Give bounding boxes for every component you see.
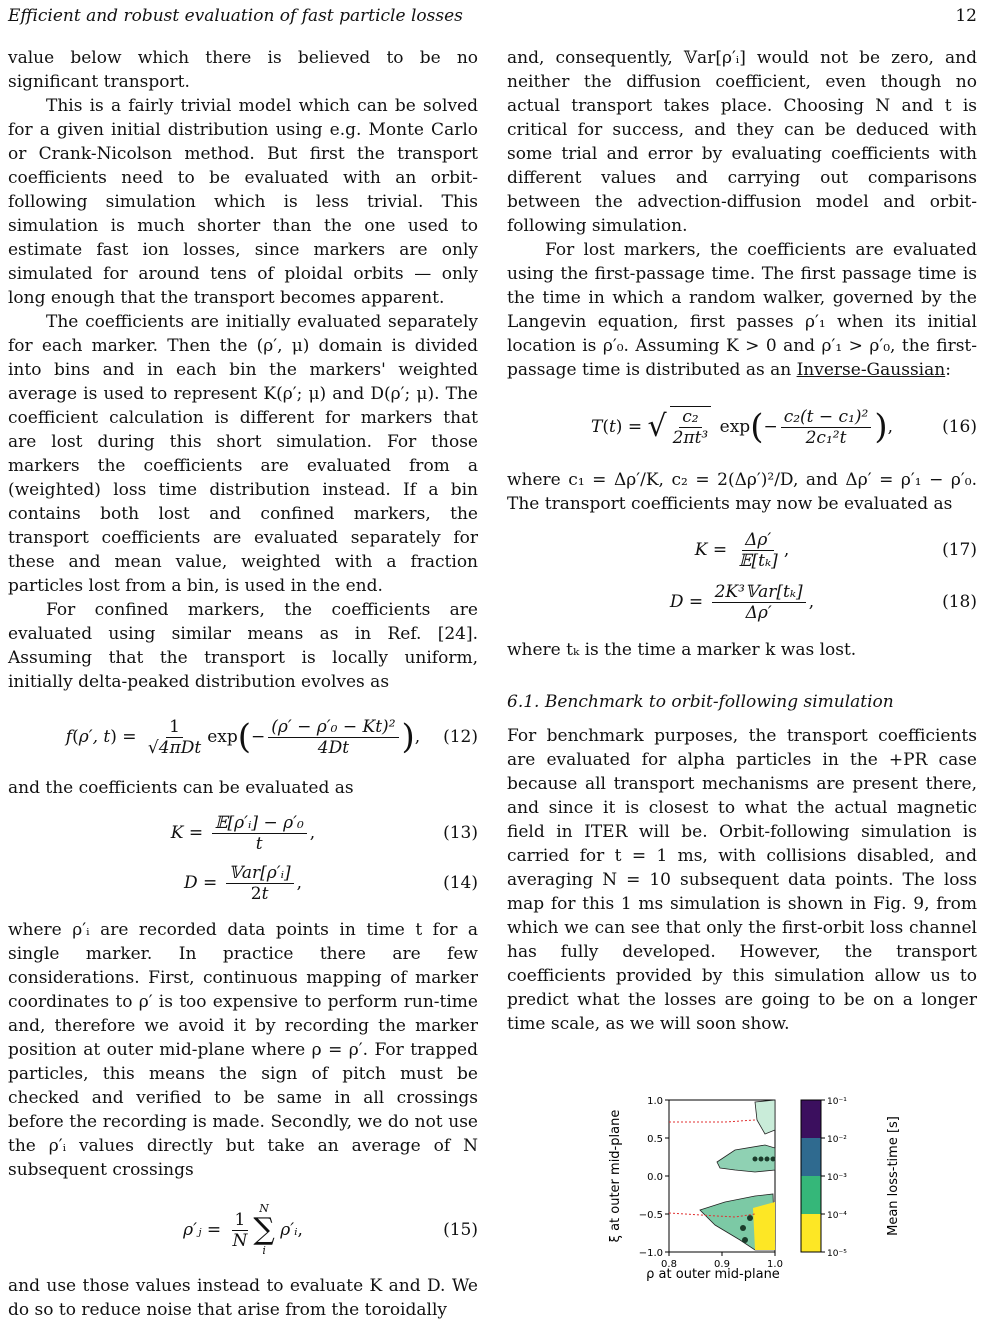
colorbar-segment [801,1176,821,1214]
inverse-gaussian-link[interactable]: Inverse-Gaussian [796,360,946,380]
colorbar-tick-label: 10⁻¹ [827,1097,847,1107]
x-tick-label: 0.8 [661,1259,677,1270]
y-tick-label: −1.0 [638,1248,663,1259]
left-paragraph-3: The coefficients are initially evaluated separately for each marker. Then the (ρ′, μ) domain is divided into bins and in each bin the markers' weighted average is used to represent K(ρ′; μ) and D(ρ′; μ). The coefficient calculation is different for markers that are lost during this short simulation. For those markers the coefficients are evaluated from a (weighted) loss time distribution instead. If a bin contains both lost and confined markers, the transport coefficients are evaluated separately for these and mean value, weighted with a fraction particles lost from a bin, is used in the end. [8,312,478,596]
running-title: Efficient and robust evaluation of fast particle losses [8,6,463,26]
right-paragraph-2-text: For lost markers, the coefficients are evaluated using the first-passage time. The first passage time is the time in which a random walker, governed by the Langevin equation, first passes ρ′₁ when its initial location is ρ′₀. Assuming K > 0 and ρ′₁ > ρ′₀, the first-passage time is distributed as an [507,240,977,380]
left-paragraph-5: and the coefficients can be evaluated as [8,778,354,798]
colorbar [801,1097,847,1259]
equation-18: D = $\frac{\text{2K³𝕍ar[tₖ]}}{\Delta\rho'}$ , (18) [669,581,977,623]
colorbar-segment [801,1138,821,1176]
right-paragraph-2-end: : [945,360,951,380]
colorbar-tick-label: 10⁻⁴ [827,1211,847,1221]
left-paragraph-6: where ρ′ᵢ are recorded data points in time t for a single marker. In practice there are few considerations. First, continuous mapping of marker coordinates to ρ′ is too expensive to perform run-time and, therefore we avoid it by recording the marker position at outer mid-plane where ρ = ρ′. For trapped particles, this means the sign of pitch must be checked and verified to be same in all crossings before the recording is made. Secondly, we do not use the ρ′ᵢ values directly but take an average of N subsequent crossings [8,920,478,1180]
left-paragraph-7: and use those values instead to evaluate K and D. We do so to reduce noise that arise from the toroidally [8,1276,478,1320]
right-paragraph-4: where tₖ is the time a marker k was lost. [507,640,857,660]
y-tick-label: −0.5 [638,1210,663,1221]
colorbar-segment [801,1214,821,1252]
colorbar-label: Mean loss-time [s] [886,1116,901,1236]
y-axis-ticks [639,1096,669,1259]
loss-time-figure [605,1090,915,1295]
equation-number: (17) [942,540,977,560]
right-paragraph-5: For benchmark purposes, the transport coefficients are evaluated for alpha particles in the +PR case because all transport mechanisms are present there, and since it is closest to what the actual magnetic field in ITER will be. Orbit-following simulation is carried for t = 1 ms, with collisions disabled, and averaging N = 10 subsequent data points. The loss map for this 1 ms simulation is shown in Fig. 9, from which we can see that only the first-orbit loss channel has fully developed. However, the transport coefficients provided by this simulation allow us to predict what the losses are going to be on a longer time scale, as we will soon show. [507,726,977,1034]
equation-number: (12) [443,727,478,747]
equation-13: K = $\frac{\text{𝔼[ρ′ᵢ] − ρ′₀}}{t}$ , (13) [170,812,478,854]
x-tick-label: 0.9 [714,1259,730,1270]
y-tick-label: 0.0 [647,1172,663,1183]
right-column [507,46,977,1036]
x-tick-label: 1.0 [767,1259,783,1270]
equation-15: ρ′ⱼ = $\frac{1}{N}$ N ∑ i ρ′ᵢ , (15) [183,1202,478,1257]
colorbar-tick-label: 10⁻⁵ [827,1249,847,1259]
equation-12: f ( ρ′, t ) = $\frac{1}{\text{√4πDt}}$ exp ( − $\frac{\text{(ρ′ − ρ′₀ − Kt)²}}{4Dt}$ ) , (12) [65,716,478,758]
subsection-heading: 6.1. Benchmark to orbit-following simulation [507,692,894,712]
loss-region-fast [753,1202,775,1250]
left-paragraph-4: For confined markers, the coefficients are evaluated using similar means as in Ref. [24]. Assuming that the transport is locally uniform, initially delta-peaked distribution evolves as [8,600,478,692]
left-column [8,46,478,1322]
colorbar-segment [801,1100,821,1138]
loss-time-chart [605,1090,915,1295]
left-paragraph-1: value below which there is believed to be no significant transport. [8,48,478,92]
colorbar-tick-label: 10⁻³ [827,1173,847,1183]
equation-number: (13) [443,823,478,843]
right-paragraph-1: and, consequently, 𝕍ar[ρ′ᵢ] would not be zero, and neither the diffusion coefficient, even though no actual transport takes place. Choosing N and t is critical for success, and they can be deduced with some trial and error by evaluating coefficients with different values and carrying out comparisons between the advection-diffusion model and orbit-following simulation. [507,48,977,236]
equation-14: D = $\frac{\text{𝕍ar[ρ′ᵢ]}}{2t}$ , (14) [183,862,478,904]
y-tick-label: 0.5 [647,1134,663,1145]
left-paragraph-2: This is a fairly trivial model which can be solved for a given initial distribution using e.g. Monte Carlo or Crank-Nicolson method. But first the transport coefficients need to be evaluated with an orbit-following simulation which is less trivial. This simulation is much shorter than the one used to estimate fast ion losses, since markers are only simulated for around tens of ploidal orbits — only long enough that the transport becomes apparent. [8,96,478,308]
equation-number: (15) [443,1220,478,1240]
x-axis-label: ρ at outer mid-plane [646,1267,780,1282]
right-paragraph-2 [507,238,977,382]
y-axis-label: ξ at outer mid-plane [608,1109,623,1243]
colorbar-tick-label: 10⁻² [827,1135,847,1145]
equation-number: (14) [443,873,478,893]
equation-number: (16) [942,417,977,437]
equation-number: (18) [942,592,977,612]
equation-17: K = $\frac{\Delta\rho'}{\text{𝔼[tₖ]}}$ , (17) [694,529,977,571]
page-number: 12 [955,6,977,26]
equation-16: T ( t ) = √ $\frac{\text{c₂}}{\text{2πt³}}$ exp ( − $\frac{\text{c₂(t − c₁)²}}{\text{2c₁²t}}$ ) , (16) [590,406,977,448]
y-tick-label: 1.0 [647,1096,663,1107]
plot-area [669,1100,776,1252]
right-paragraph-3: where c₁ = Δρ′/K, c₂ = 2(Δρ′)²/D, and Δρ′ = ρ′₁ − ρ′₀. The transport coefficients may now be evaluated as [507,470,977,514]
